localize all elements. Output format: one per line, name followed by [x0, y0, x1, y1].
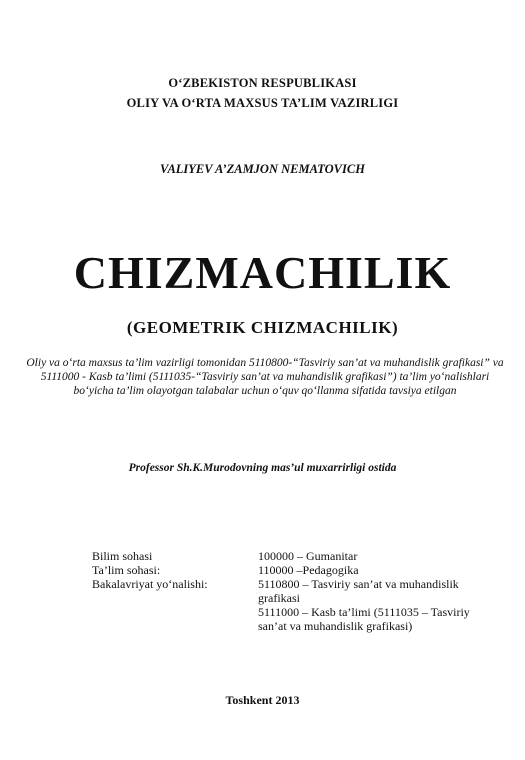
info-value-humanities: 100000 – Gumanitar — [258, 549, 358, 563]
info-label-knowledge-area: Bilim sohasi — [92, 549, 153, 563]
book-title: CHIZMACHILIK — [73, 247, 452, 298]
info-value-pedagogy: 110000 –Pedagogika — [258, 563, 359, 577]
editor-note: Professor Sh.K.Murodovning mas’ul muxarrirligi ostida — [128, 462, 397, 474]
approval-description: Oliy va o‘rta maxsus ta’lim vazirligi tomonidan 5110800-“Tasviriy san’at va muhandislik grafikasi” va 5111000 - Kasb ta’limi (5111035-“Tasviriy san’at va muhandislik grafikasi”) ta’lim yo‘nalishlari bo‘yicha ta’lim olayotgan talabalar uchun o‘quv qo‘llanma sifatida tavsiya etilgan — [26, 357, 504, 397]
info-value-fine-arts: 5110800 – Tasviriy san’at va muhandislik grafikasi — [258, 577, 459, 605]
author-name: VALIYEV A’ZAMJON NEMATOVICH — [160, 162, 365, 176]
info-labels — [92, 549, 252, 591]
ministry-heading: OLIY VA O‘RTA MAXSUS TA’LIM VAZIRLIGI — [126, 96, 399, 110]
info-label-bachelor-direction: Bakalavriyat yo‘nalishi: — [92, 577, 208, 591]
info-label-education-area: Ta’lim sohasi: — [92, 563, 161, 577]
country-heading: O‘ZBEKISTON RESPUBLIKASI — [168, 76, 357, 90]
book-subtitle: (GEOMETRIK CHIZMACHILIK) — [126, 318, 399, 337]
info-values — [258, 549, 494, 633]
info-value-vocational: 5111000 – Kasb ta’limi (5111035 – Tasviriy san’at va muhandislik grafikasi) — [258, 605, 470, 633]
publication-place-year: Toshkent 2013 — [225, 693, 300, 707]
